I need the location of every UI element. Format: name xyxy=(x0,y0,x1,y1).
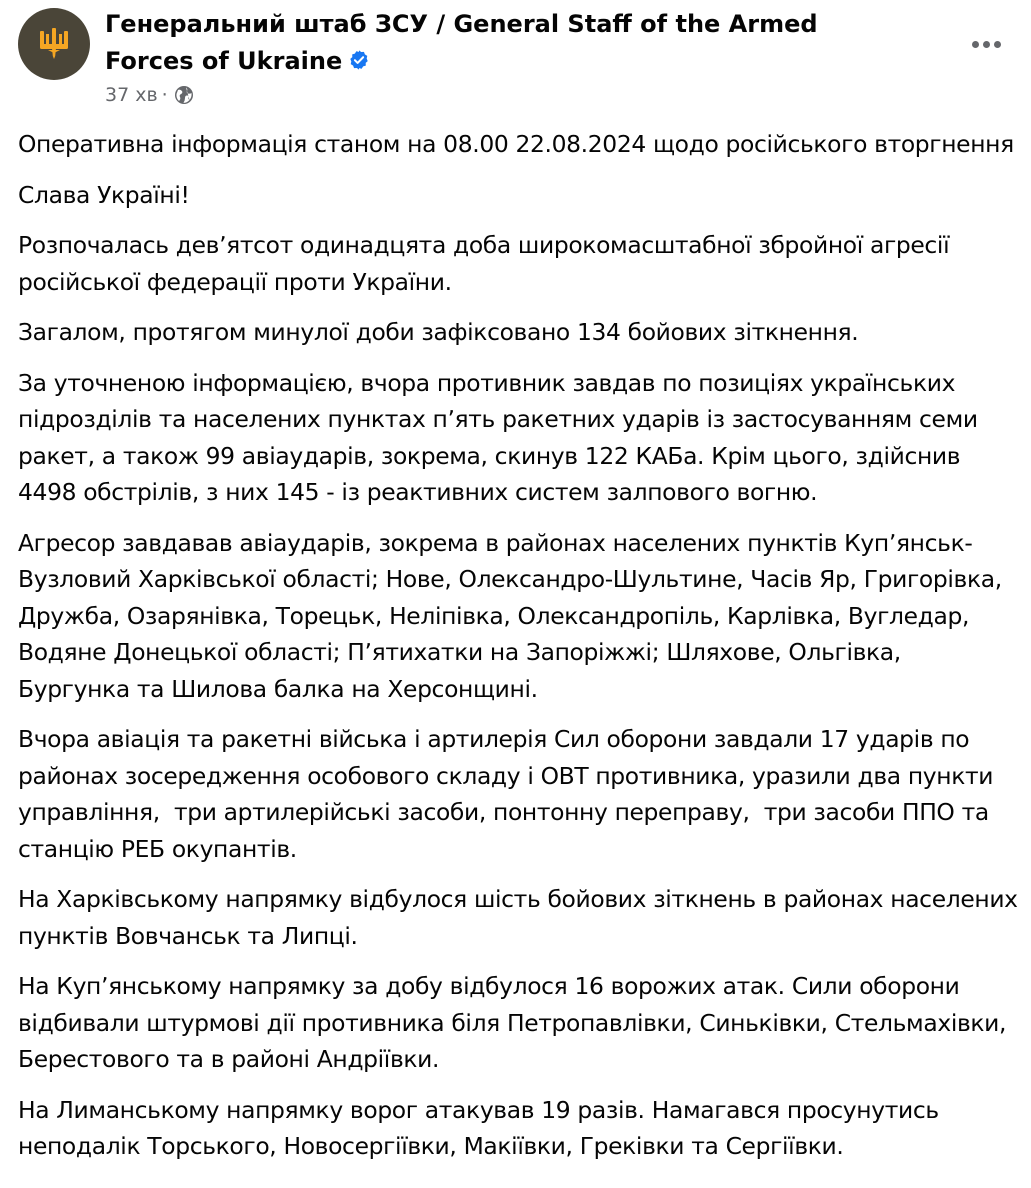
paragraph-defense-strikes: Вчора авіація та ракетні війська і артилерія Сил оборони завдали 17 ударів по районах зосередження особового складу і ОВТ противника, уразили два пункти управління, три артилерійські засоби, понтонну переправу, три засоби ППО та станцію РЕБ окупантів. xyxy=(18,725,1001,863)
paragraph-airstrikes: Агресор завдавав авіаударів, зокрема в районах населених пунктів Купʼянськ-Вузловий Харківської області; Нове, Олександро-Шультине, Часів Яр, Григорівка, Дружба, Озарянівка, Торецьк, Неліпівка, Олександропіль, Карлівка, Вугледар, Водяне Донецької області; Пʼятихатки на Запоріжжі; Шляхове, Ольгівка, Бургунка та Шилова балка на Херсонщині. xyxy=(18,528,1009,703)
paragraph-strikes: За уточненою інформацією, вчора противник завдав по позиціях українських підрозділів та населених пунктах пʼять ракетних ударів із застосуванням семи ракет, а також 99 авіаударів, зокрема, скинув 122 КАБа. Крім цього, здійснив 4498 обстрілів, з них 145 - із реактивних систем залпового вогню. xyxy=(18,368,985,506)
author-name-link[interactable]: Генеральний штаб ЗСУ / General Staff of the Armed Forces of Ukraine xyxy=(105,10,818,75)
verified-badge-icon xyxy=(348,49,370,71)
paragraph-kharkiv: На Харківському напрямку відбулося шість бойових зіткнень в районах населених пунктів Вовчанськ та Липці. xyxy=(18,885,1025,950)
globe-icon[interactable] xyxy=(174,85,194,105)
paragraph-day-count: Розпочалась девʼятсот одинадцята доба широкомасштабної збройної агресії російської федерації проти України. xyxy=(18,231,957,296)
paragraph-title: Оперативна інформація станом на 08.00 22.08.2024 щодо російського вторгнення xyxy=(18,130,1014,158)
paragraph-greeting: Слава Україні! xyxy=(18,180,190,209)
post-meta xyxy=(105,84,194,106)
paragraph-kupiansk: На Купʼянському напрямку за добу відбулося 16 ворожих атак. Сили оборони відбивали штурмові дії противника біля Петропавлівки, Синьківки, Стельмахівки, Берестового та в районі Андріївки. xyxy=(18,972,1014,1073)
more-dot-icon xyxy=(983,41,990,48)
post-timestamp[interactable]: 37 хв xyxy=(105,84,158,106)
trident-icon xyxy=(36,26,72,62)
more-dot-icon xyxy=(994,41,1001,48)
author-avatar[interactable] xyxy=(18,8,90,80)
post-header xyxy=(0,0,1031,120)
post-text xyxy=(18,126,1025,1179)
author-name-block xyxy=(105,6,905,80)
paragraph-lyman: На Лиманському напрямку ворог атакував 19 разів. Намагався просунутись неподалік Торського, Новосергіївки, Макіївки, Греківки та Сергіївки. xyxy=(18,1095,946,1160)
more-dot-icon xyxy=(972,41,979,48)
post-options-button[interactable] xyxy=(966,24,1006,64)
paragraph-combat-total: Загалом, протягом минулої доби зафіксовано 134 бойових зіткнення. xyxy=(18,318,859,346)
meta-separator: · xyxy=(161,84,168,106)
